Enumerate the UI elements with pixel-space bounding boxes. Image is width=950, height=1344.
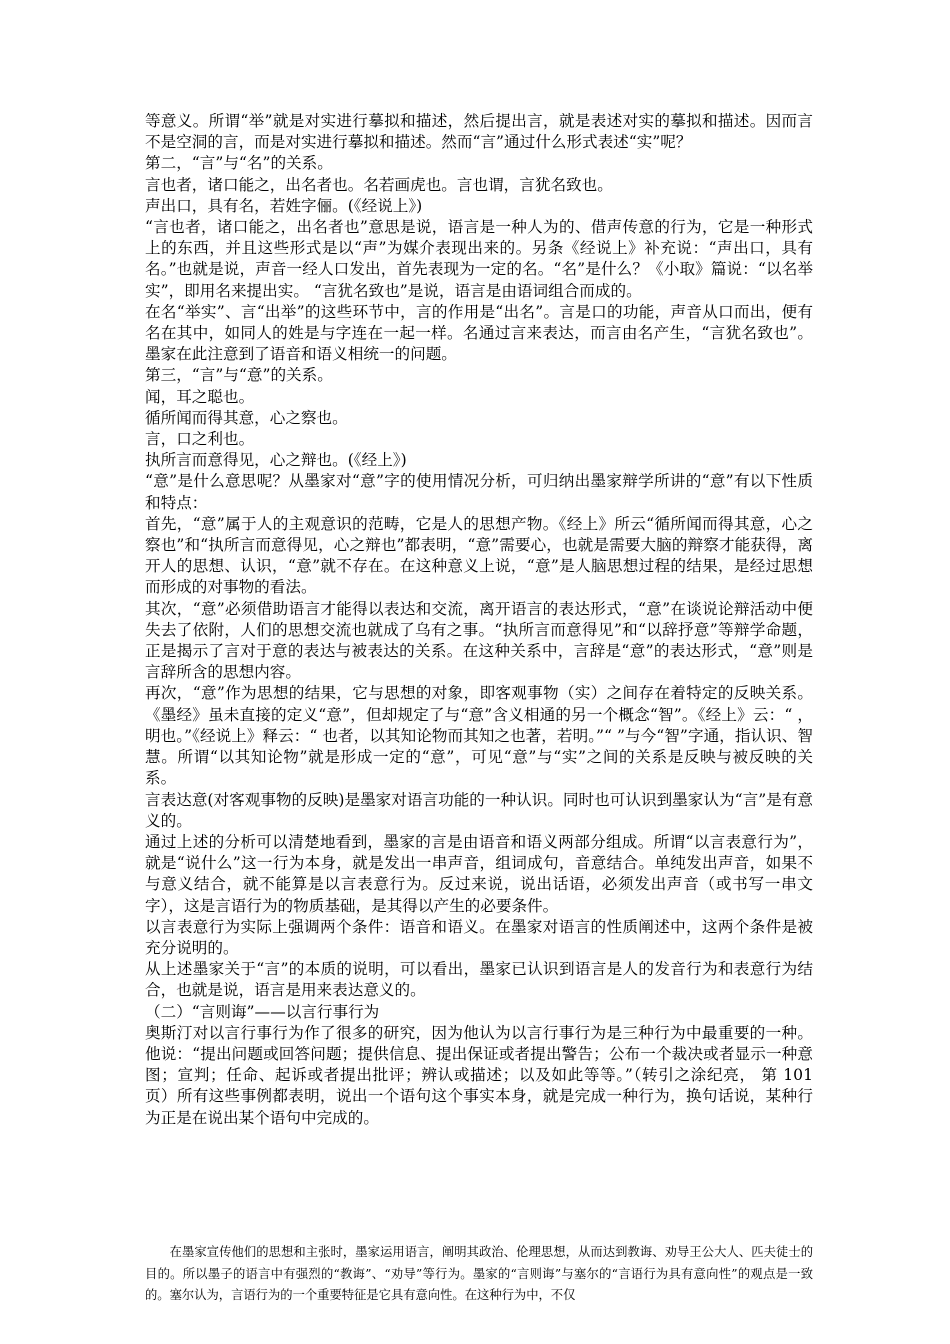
paragraph: 在名“举实”、言“出举”的这些环节中，言的作用是“出名”。言是口的功能，声音从口而出，便有名在其中，如同人的姓是与字连在一起一样。名通过言来表达，而言由名产生，“言犹名致也”。墨家在此注意到了语音和语义相统一的问题。	[145, 302, 813, 364]
quote-line: 闻，耳之聪也。	[145, 387, 255, 406]
paragraph: 言表达意(对客观事物的反映)是墨家对语言功能的一种认识。同时也可认识到墨家认为“言”是有意义的。	[145, 790, 813, 830]
paragraph: 等意义。所谓“举”就是对实进行摹拟和描述，然后提出言，就是表述对实的摹拟和描述。因而言不是空洞的言，而是对实进行摹拟和描述。然而“言”通过什么形式表述“实”呢？	[145, 112, 813, 152]
quote-line: 声出口，具有名，若姓字俪。(《经说上》)	[145, 196, 423, 215]
paragraph: 再次，“意”作为思想的结果，它与思想的对象，即客观事物（实）之间存在着特定的反映关系。《墨经》虽未直接的定义“意”，但却规定了与“意”含义相通的另一个概念“智”。《经上》云：“ ，明也。”《经说上》释云：“ 也者，以其知论物而其知之也著，若明。”“ ”与今“智”字通，指认识、智慧。所谓“以其知论物”就是形成一定的“意”，可见“意”与“实”之间的关系是反映与被反映的关系。	[145, 684, 813, 788]
paragraph: 从上述墨家关于“言”的本质的说明，可以看出，墨家已认识到语言是人的发音行为和表意行为结合，也就是说，语言是用来表达意义的。	[145, 960, 813, 1000]
quote-line: 循所闻而得其意，心之察也。	[145, 408, 348, 427]
quote-line: 执所言而意得见，心之辩也。(《经上》)	[145, 451, 407, 470]
quote-line: 言也者，诸口能之，出名者也。名若画虎也。言也谓，言犹名致也。	[145, 175, 613, 194]
paragraph: 以言表意行为实际上强调两个条件：语音和语义。在墨家对语言的性质阐述中，这两个条件是被充分说明的。	[145, 917, 813, 957]
paragraph: 首先，“意”属于人的主观意识的范畴，它是人的思想产物。《经上》所云“循所闻而得其意，心之察也”和“执所言而意得见，心之辩也”都表明，“意”需要心，也就是需要大脑的辩察才能获得，离开人的思想、认识，“意”就不存在。在这种意义上说，“意”是人脑思想过程的结果，是经过思想而形成的对事物的看法。	[145, 514, 813, 597]
paragraph: 其次，“意”必须借助语言才能得以表达和交流，离开语言的表达形式，“意”在谈说论辩活动中便失去了依附，人们的思想交流也就成了乌有之事。“执所言而意得见”和“以辞抒意”等辩学命题，正是揭示了言对于意的表达与被表达的关系。在这种关系中，言辞是“意”的表达形式，“意”则是言辞所含的思想内容。	[145, 599, 813, 682]
paragraph: 通过上述的分析可以清楚地看到，墨家的言是由语音和语义两部分组成。所谓“以言表意行为”，就是“说什么”这一行为本身，就是发出一串声音，组词成句，音意结合。单纯发出声音，如果不与意义结合，就不能算是以言表意行为。反过来说，说出话语，必须发出声音（或书写一串文字），这是言语行为的物质基础，是其得以产生的必要条件。	[145, 832, 813, 915]
paragraph: 在墨家宣传他们的思想和主张时，墨家运用语言，阐明其政治、伦理思想，从而达到教诲、劝导王公大人、匹夫徒士的目的。所以墨子的语言中有强烈的“教诲”、“劝导”等行为。墨家的“言则诲”与塞尔的“言语行为具有意向性”的观点是一致的。塞尔认为，言语行为的一个重要特征是它具有意向性。在这种行为中，不仅	[145, 1245, 813, 1303]
small-text-block	[145, 1242, 813, 1307]
quote-line: 言，口之利也。	[145, 430, 255, 449]
paragraph: “意”是什么意思呢？从墨家对“意”字的使用情况分析，可归纳出墨家辩学所讲的“意”有以下性质和特点：	[145, 472, 813, 512]
subsection-heading: （二）“言则诲”——以言行事行为	[145, 1002, 380, 1021]
section-heading: 第三，“言”与“意”的关系。	[145, 366, 333, 385]
section-heading: 第二，“言”与“名”的关系。	[145, 154, 333, 173]
main-text-block	[145, 111, 813, 1129]
paragraph: “言也者，诸口能之，出名者也”意思是说，语言是一种人为的、借声传意的行为，它是一种形式上的东西，并且这些形式是以“声”为媒介表现出来的。另条《经说上》补充说：“声出口，具有名。”也就是说，声音一经人口发出，首先表现为一定的名。“名”是什么？《小取》篇说：“以名举实”，即用名来提出实。 “言犹名致也”是说，语言是由语词组合而成的。	[145, 218, 813, 300]
paragraph: 奥斯汀对以言行事行为作了很多的研究，因为他认为以言行事行为是三种行为中最重要的一种。他说：“提出问题或回答问题；提供信息、提出保证或者提出警告；公布一个裁决或者显示一种意图；宣判；任命、起诉或者提出批评；辨认或描述；以及如此等等。”（转引之涂纪亮， 第 101 页）所有这些事例都表明，说出一个语句这个事实本身，就是完成一种行为，换句话说，某种行为正是在说出某个语句中完成的。	[145, 1023, 813, 1127]
